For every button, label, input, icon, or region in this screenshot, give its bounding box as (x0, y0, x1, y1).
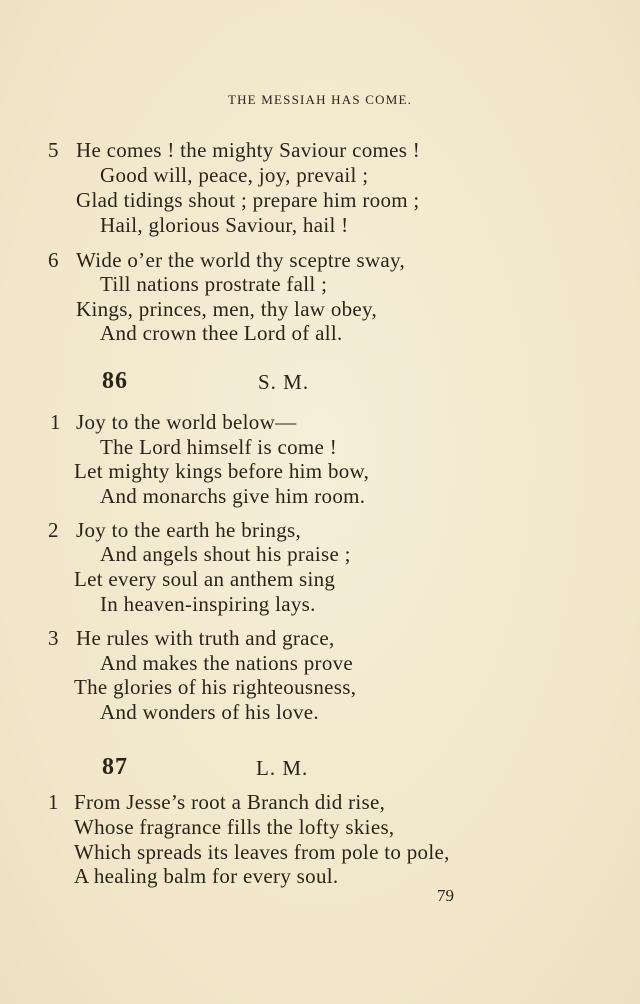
verse-line: In heaven-inspiring lays. (100, 592, 316, 616)
verse-line: Glad tidings shout ; prepare him room ; (76, 188, 420, 212)
verse-line: The glories of his righteousness, (74, 675, 357, 699)
stanza-number: 6 (48, 248, 59, 272)
verse-line: Whose fragrance fills the lofty skies, (74, 815, 395, 839)
verse-line: And crown thee Lord of all. (100, 321, 343, 345)
verse-line: The Lord himself is come ! (100, 435, 337, 459)
stanza-number: 2 (48, 518, 59, 542)
page-number: 79 (437, 886, 454, 905)
verse-line: Joy to the world below— (76, 410, 297, 434)
verse-line: He comes ! the mighty Saviour comes ! (76, 138, 421, 162)
hymn-meter: S. M. (258, 370, 310, 394)
verse-line: A healing balm for every soul. (74, 864, 339, 888)
verse-line: Wide o’er the world thy sceptre sway, (76, 248, 406, 272)
verse-line: Let mighty kings before him bow, (74, 459, 370, 483)
verse-line: Kings, princes, men, thy law obey, (76, 297, 378, 321)
verse-line: He rules with truth and grace, (76, 626, 335, 650)
verse-line: Good will, peace, joy, prevail ; (100, 163, 369, 187)
hymn-number: 87 (102, 754, 128, 780)
verse-line: Joy to the earth he brings, (76, 518, 302, 542)
running-head: THE MESSIAH HAS COME. (227, 92, 413, 107)
verse-line: Hail, glorious Saviour, hail ! (100, 213, 349, 237)
verse-line: Let every soul an anthem sing (74, 567, 336, 591)
verse-line: Till nations prostrate fall ; (100, 272, 328, 296)
stanza-number: 5 (48, 138, 59, 162)
verse-line: And wonders of his love. (100, 700, 319, 724)
stanza-number: 3 (48, 626, 59, 650)
verse-line: And monarchs give him room. (100, 484, 366, 508)
verse-line: Which spreads its leaves from pole to pole, (74, 840, 450, 864)
verse-line: And makes the nations prove (100, 651, 354, 675)
hymn-number: 86 (102, 368, 128, 394)
stanza-number: 1 (48, 790, 59, 814)
verse-line: And angels shout his praise ; (100, 542, 351, 566)
verse-line: From Jesse’s root a Branch did rise, (74, 790, 386, 814)
stanza-number: 1 (50, 410, 61, 434)
hymn-meter: L. M. (256, 756, 309, 780)
